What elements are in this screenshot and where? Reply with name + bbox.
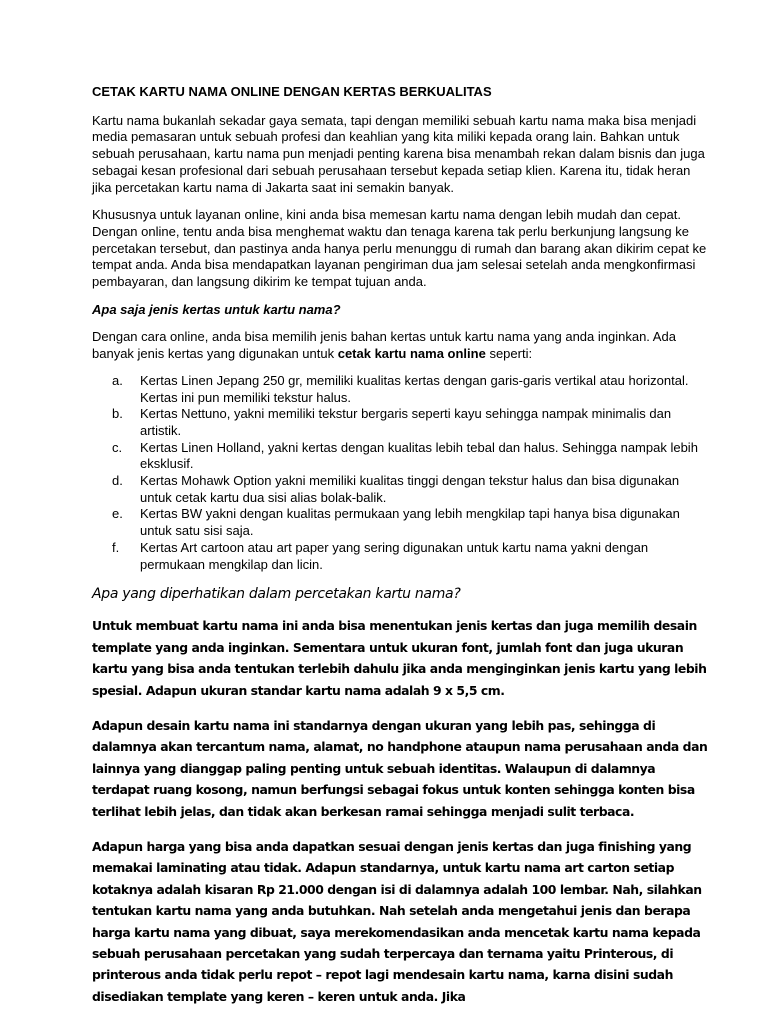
list-item-text: Kertas Linen Holland, yakni kertas dengan kualitas lebih tebal dan halus. Sehingga nampak lebih eksklusif. bbox=[140, 439, 698, 472]
list-item bbox=[92, 540, 708, 573]
paragraph-online-service: Khususnya untuk layanan online, kini anda bisa memesan kartu nama dengan lebih mudah dan cepat. Dengan online, tentu anda bisa menghemat waktu dan tenaga karena tak perlu berkunjung langsung ke percetakan tersebut, dan pastinya anda hanya perlu menunggu di rumah dan barang akan dikirim cepat ke tempat anda. Anda bisa mendapatkan layanan pengiriman dua jam selesai setelah anda mengkonfirmasi pembayaran, dan langsung dikirim ke tempat tujuan anda. bbox=[92, 207, 707, 290]
list-marker: a. bbox=[112, 372, 123, 388]
list-item bbox=[92, 473, 708, 506]
paragraph-design-size: Untuk membuat kartu nama ini anda bisa menentukan jenis kertas dan juga memilih desain template yang anda inginkan. Sementara untuk ukuran font, jumlah font dan juga ukuran kartu yang bisa anda tentukan terlebih dahulu jika anda menginginkan jenis kartu yang lebih spesial. Adapun ukuran standar kartu nama adalah 9 x 5,5 cm. bbox=[92, 618, 707, 698]
paragraph-paper-choice-tail: seperti: bbox=[485, 346, 533, 362]
list-item bbox=[92, 506, 708, 539]
list-item-text: Kertas Linen Jepang 250 gr, memiliki kualitas kertas dengan garis-garis vertikal atau horizontal. Kertas ini pun memiliki tekstur halus. bbox=[140, 372, 689, 405]
heading-paper-types: Apa saja jenis kertas untuk kartu nama? bbox=[92, 301, 341, 317]
paragraph-pricing: Adapun harga yang bisa anda dapatkan sesuai dengan jenis kertas dan juga finishing yang memakai laminating atau tidak. Adapun standarnya, untuk kartu nama art carton setiap kotaknya adalah kisaran Rp 21.000 dengan isi di dalamnya adalah 100 lembar. Nah, silahkan tentukan kartu nama yang anda butuhkan. Nah setelah anda mengetahui jenis dan berapa harga kartu nama yang dibuat, saya merekomendasikan anda mencetak kartu nama kepada sebuah perusahaan percetakan yang sudah terpercaya dan ternama yaitu Printerous, di printerous anda tidak perlu repot – repot lagi mendesain kartu nama, karna disini sudah disediakan template yang keren – keren untuk anda. Jika bbox=[92, 838, 702, 1004]
list-item-text: Kertas Mohawk Option yakni memiliki kualitas tinggi dengan tekstur halus dan bisa digunakan untuk cetak kartu dua sisi alias bolak-balik. bbox=[140, 473, 680, 505]
paragraph-intro: Kartu nama bukanlah sekadar gaya semata, tapi dengan memiliki sebuah kartu nama maka bisa menjadi media pemasaran untuk sebuah profesi dan keahlian yang kita miliki kepada orang lain. Bahkan untuk sebuah perusahaan, kartu nama pun menjadi penting karena bisa menambah rekan dalam bisnis dan juga sebagai kesan profesional dari sebuah perusahaan tersebut kepada setiap klien. Karena itu, tidak heran jika percetakan kartu nama di Jakarta saat ini semakin banyak. bbox=[92, 112, 705, 195]
list-item bbox=[92, 406, 708, 439]
document-title: CETAK KARTU NAMA ONLINE DENGAN KERTAS BERKUALITAS bbox=[92, 84, 492, 99]
heading-considerations: Apa yang diperhatikan dalam percetakan kartu nama? bbox=[92, 586, 461, 603]
list-marker: d. bbox=[112, 473, 123, 489]
list-marker: b. bbox=[112, 406, 123, 422]
list-item bbox=[92, 440, 708, 473]
list-item-text: Kertas Nettuno, yakni memiliki tekstur bergaris seperti kayu sehingga nampak minimalis dan artistik. bbox=[140, 406, 672, 438]
list-item-text: Kertas Art cartoon atau art paper yang sering digunakan untuk kartu nama yakni dengan permukaan mengkilap dan licin. bbox=[140, 539, 649, 572]
paragraph-design-layout: Adapun desain kartu nama ini standarnya dengan ukuran yang lebih pas, sehingga di dalamnya akan tercantum nama, alamat, no handphone ataupun nama perusahaan anda dan lainnya yang dianggap paling penting untuk sebuah identitas. Walaupun di dalamnya terdapat ruang kosong, namun berfungsi sebagai fokus untuk konten sehingga konten bisa terlihat lebih jelas, dan tidak akan berkesan ramai sehingga menjadi sulit terbaca. bbox=[92, 717, 708, 819]
keyword-cetak-kartu-nama-online: cetak kartu nama online bbox=[337, 346, 486, 362]
paper-type-list bbox=[92, 373, 708, 573]
list-marker: c. bbox=[112, 439, 123, 455]
list-marker: e. bbox=[112, 506, 123, 522]
list-item bbox=[92, 373, 708, 406]
paragraph-paper-choice-text: Dengan cara online, anda bisa memilih jenis bahan kertas untuk kartu nama yang anda inginkan. Ada banyak jenis kertas yang digunakan untuk bbox=[92, 329, 676, 362]
list-marker: f. bbox=[112, 539, 120, 555]
paragraph-paper-choice bbox=[92, 329, 708, 362]
list-item-text: Kertas BW yakni dengan kualitas permukaan yang lebih mengkilap tapi hanya bisa digunakan untuk satu sisi saja. bbox=[140, 506, 680, 539]
